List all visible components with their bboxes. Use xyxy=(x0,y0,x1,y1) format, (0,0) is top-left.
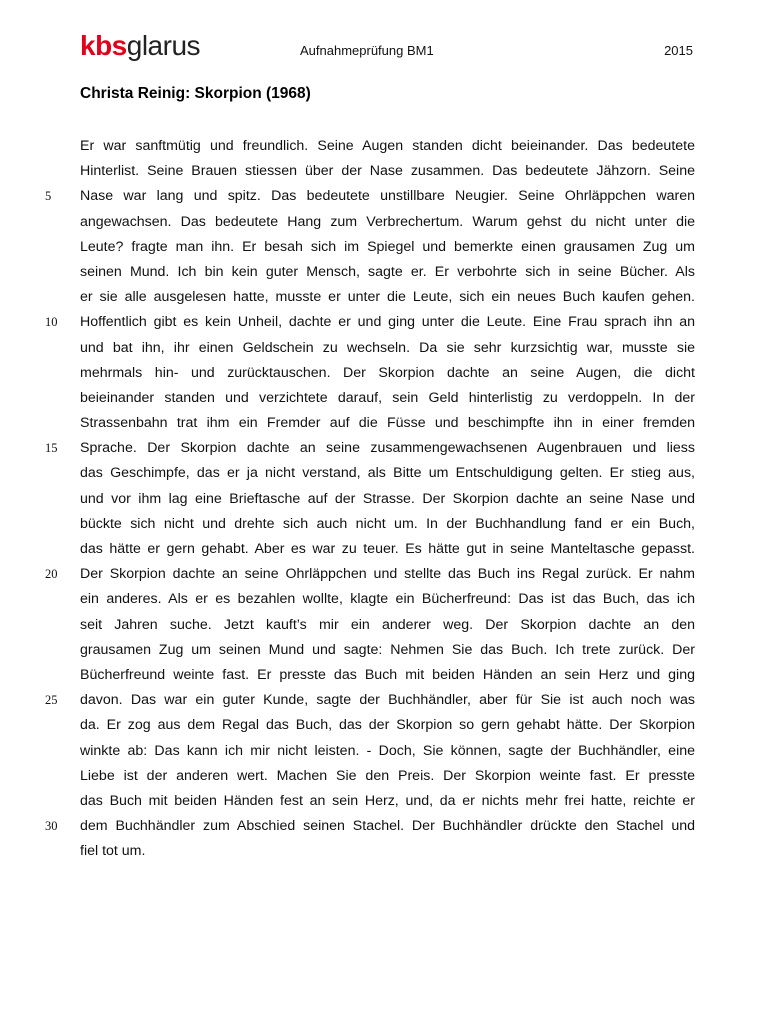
header-exam-label: Aufnahmeprüfung BM1 xyxy=(300,43,434,58)
text-line xyxy=(80,159,695,184)
line-text: Bücherfreund weinte fast. Er presste das Buch mit beiden Händen an sein Herz und ging xyxy=(80,666,695,683)
header-year: 2015 xyxy=(664,43,693,58)
text-line xyxy=(80,739,695,764)
line-text: Sprache. Der Skorpion dachte an seine zusammengewachsenen Augenbrauen und liess xyxy=(80,440,695,457)
text-line xyxy=(80,285,695,310)
line-text: und bat ihn, ihr einen Geldschein zu wechseln. Da sie sehr kurzsichtig war, musste sie xyxy=(80,339,695,356)
text-line xyxy=(80,361,695,386)
line-text: Strassenbahn trat ihm ein Fremder auf die Füsse und beschimpfte ihn in einer fremden xyxy=(80,415,695,432)
text-line xyxy=(80,134,695,159)
line-number: 10 xyxy=(45,315,58,330)
text-line xyxy=(80,386,695,411)
text-line xyxy=(80,512,695,537)
text-line xyxy=(80,537,695,562)
line-text: da. Er zog aus dem Regal das Buch, das der Skorpion so gern gehabt hätte. Der Skorpion xyxy=(80,717,695,734)
line-text: Hinterlist. Seine Brauen stiessen über der Nase zusammen. Das bedeutete Jähzorn. Seine xyxy=(80,163,695,180)
text-line xyxy=(80,210,695,235)
line-number: 15 xyxy=(45,441,58,456)
text-line xyxy=(80,638,695,663)
text-line xyxy=(80,613,695,638)
page-header xyxy=(0,0,768,70)
line-text: Hoffentlich gibt es kein Unheil, dachte er und ging unter die Leute. Eine Frau sprach ihn an xyxy=(80,314,695,331)
line-text: und vor ihm lag eine Brieftasche auf der Strasse. Der Skorpion dachte an seine Nase und xyxy=(80,490,695,507)
line-text: seit Jahren suche. Jetzt kauft’s mir ein anderer weg. Der Skorpion dachte an den xyxy=(80,616,695,633)
line-text: Er war sanftmütig und freundlich. Seine Augen standen dicht beieinander. Das bedeutete xyxy=(80,138,695,154)
line-text: das hätte er gern gehabt. Aber es war zu teuer. Es hätte gut in seine Manteltasche gepasst. xyxy=(80,541,695,557)
line-number: 30 xyxy=(45,819,58,834)
line-text: winkte ab: Das kann ich mir nicht leisten. - Doch, Sie können, sagte der Buchhändler, eine xyxy=(80,742,695,759)
text-line xyxy=(80,411,695,436)
text-line xyxy=(45,184,695,209)
line-text: mehrmals hin- und zurücktauschen. Der Skorpion dachte an seine Augen, die dicht xyxy=(80,364,695,381)
text-line xyxy=(80,260,695,285)
text-line xyxy=(45,562,695,587)
text-line xyxy=(80,336,695,361)
text-line xyxy=(80,764,695,789)
line-text: bückte sich nicht und drehte sich auch nicht um. In der Buchhandlung fand er ein Buch, xyxy=(80,515,695,532)
text-line xyxy=(80,839,695,864)
line-number: 25 xyxy=(45,693,58,708)
line-number: 5 xyxy=(45,189,52,204)
line-text: dem Buchhändler zum Abschied seinen Stachel. Der Buchhändler drückte den Stachel und xyxy=(80,818,695,835)
text-line xyxy=(80,461,695,486)
line-text: seinen Mund. Ich bin kein guter Mensch, sagte er. Er verbohrte sich in seine Bücher. Als xyxy=(80,263,695,280)
line-text: das Buch mit beiden Händen fest an sein Herz, und, da er nichts mehr frei hatte, reichte er xyxy=(80,792,695,809)
text-line xyxy=(80,789,695,814)
logo-kbs-text: kbs xyxy=(80,30,127,61)
line-text: das Geschimpfe, das er ja nicht verstand, als Bitte um Entschuldigung gelten. Er stieg aus, xyxy=(80,465,695,482)
text-line xyxy=(80,713,695,738)
line-text: Der Skorpion dachte an seine Ohrläppchen und stellte das Buch ins Regal zurück. Er nahm xyxy=(80,566,695,583)
text-line xyxy=(45,814,695,839)
text-line xyxy=(45,688,695,713)
line-text: Nase war lang und spitz. Das bedeutete unstillbare Neugier. Seine Ohrläppchen waren xyxy=(80,188,695,205)
line-text: Liebe ist der anderen wert. Machen Sie den Preis. Der Skorpion weinte fast. Er presste xyxy=(80,767,695,784)
kbsglarus-logo xyxy=(80,30,200,62)
line-text: Leute? fragte man ihn. Er besah sich im Spiegel und bemerkte einen grausamen Zug um xyxy=(80,238,695,255)
text-line xyxy=(45,436,695,461)
text-line xyxy=(80,663,695,688)
line-number: 20 xyxy=(45,567,58,582)
logo-glarus-text: glarus xyxy=(126,30,201,61)
text-line xyxy=(80,487,695,512)
line-text: er sie alle ausgelesen hatte, musste er unter die Leute, sich ein neues Buch kaufen gehen. xyxy=(80,289,695,306)
line-text: fiel tot um. xyxy=(80,843,146,860)
text-line xyxy=(80,235,695,260)
document-title: Christa Reinig: Skorpion (1968) xyxy=(80,85,311,102)
line-text: grausamen Zug um seinen Mund und sagte: Nehmen Sie das Buch. Ich trete zurück. Der xyxy=(80,641,695,658)
line-text: beieinander standen und verzichtete darauf, sein Geld hinterlistig zu verdoppeln. In der xyxy=(80,389,695,406)
text-line xyxy=(45,310,695,335)
story-text xyxy=(45,134,695,864)
line-text: ein anderes. Als er es bezahlen wollte, klagte ein Bücherfreund: Das ist das Buch, das ich xyxy=(80,591,695,608)
text-line xyxy=(80,587,695,612)
line-text: angewachsen. Das bedeutete Hang zum Verbrechertum. Warum gehst du nicht unter die xyxy=(80,213,695,230)
line-text: davon. Das war ein guter Kunde, sagte der Buchhändler, aber für Sie ist auch noch was xyxy=(80,692,695,709)
